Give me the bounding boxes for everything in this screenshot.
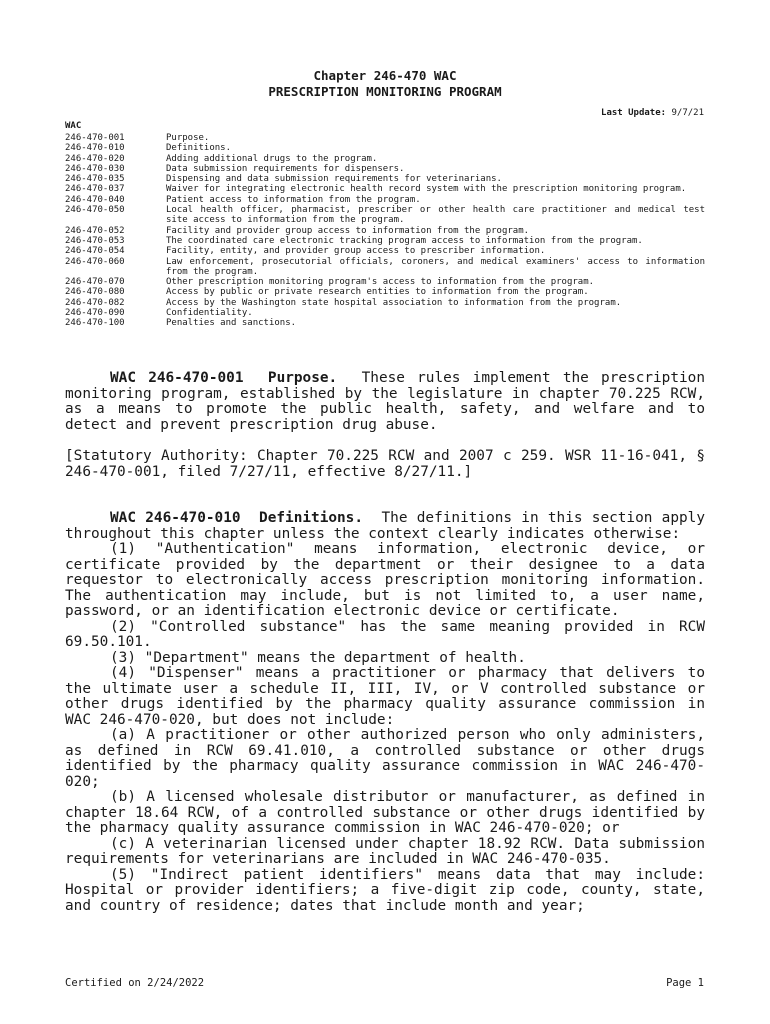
toc-row [65,133,705,143]
toc-row [65,298,705,308]
toc-section-number: 246-470-037 [65,184,125,195]
toc-row [65,143,705,153]
toc-section-number: 246-470-060 [65,256,125,267]
definition-paragraph: (c) A veterinarian licensed under chapter 18.92 RCW. Data submission requirements for veterinarians are included in WAC 246-470-035. [65,835,705,867]
definition-paragraph: (5) "Indirect patient identifiers" means data that may include: Hospital or provider identifiers; a five-digit zip code, county, state, and country of residence; dates that include month and year; [65,866,705,914]
toc-section-number: 246-470-090 [65,308,125,319]
toc-section-number: 246-470-050 [65,205,125,216]
definition-paragraph: (4) "Dispenser" means a practitioner or pharmacy that delivers to the ultimate user a schedule II, III, IV, or V controlled substance or other drugs identified by the pharmacy quality assurance commission in WAC 246-470-020, but does not include: [65,665,705,728]
toc-section-title: Adding additional drugs to the program. [166,153,378,164]
toc-section-title: Purpose. [166,133,210,143]
toc-row [65,287,705,297]
last-update [601,108,704,118]
toc-row [65,308,705,318]
page-number: Page 1 [666,977,704,989]
toc-section-number: 246-470-082 [65,297,125,308]
toc-section-title: Waiver for integrating electronic health record system with the prescription monitoring program. [166,184,687,195]
toc-section-number: 246-470-053 [65,235,125,246]
toc-row [65,236,705,246]
section-heading: WAC 246-470-010 [110,510,241,526]
section-title: Purpose. [267,370,338,386]
toc-row [65,195,705,205]
toc-row [65,277,705,287]
toc-section-title: Data submission requirements for dispensers. [166,163,405,174]
toc-section-title: Facility, entity, and provider group access to prescriber information. [166,246,546,257]
toc-section-number: 246-470-010 [65,143,125,154]
toc-row [65,184,705,194]
table-of-contents [65,133,705,329]
toc-section-number: 246-470-035 [65,174,125,185]
last-update-value: 9/7/21 [671,108,704,118]
toc-section-title: The coordinated care electronic tracking program access to information from the program. [166,235,643,246]
section-246-470-001 [65,371,705,433]
toc-section-title: Other prescription monitoring program's access to information from the program. [166,277,595,288]
toc-section-number: 246-470-100 [65,318,125,329]
toc-row [65,174,705,184]
toc-row [65,257,705,278]
definition-paragraph: (a) A practitioner or other authorized person who only administers, as defined in RCW 69.41.010, a controlled substance or other drugs identified by the pharmacy quality assurance commission in WAC 246-470-020; [65,727,705,790]
toc-section-number: 246-470-070 [65,277,125,288]
section-title: Definitions. [259,510,364,526]
toc-section-title: Patient access to information from the program. [166,194,421,205]
toc-row [65,154,705,164]
toc-section-title: Law enforcement, prosecutorial officials, coroners, and medical examiners' access to information from the program. [166,256,705,277]
toc-section-title: Facility and provider group access to information from the program. [166,225,530,236]
section-intro: The definitions in this section apply throughout this chapter unless the context clearly indicates otherwise: [65,510,705,542]
section-purpose-paragraph [65,371,705,433]
section-body: These rules implement the prescription monitoring program, established by the legislature in chapter 70.225 RCW, as a means to promote the public health, safety, and welfare and to detect and prevent prescription drug abuse. [65,370,705,433]
statutory-authority [65,449,705,480]
statutory-authority-text: [Statutory Authority: Chapter 70.225 RCW and 2007 c 259. WSR 11-16-041, § 246-470-001, filed 7/27/11, effective 8/27/11.] [65,448,705,480]
toc-section-number: 246-470-054 [65,246,125,257]
toc-row [65,318,705,328]
toc-section-number: 246-470-080 [65,287,125,298]
section-definitions-intro [65,511,705,542]
toc-section-number: 246-470-052 [65,225,125,236]
toc-section-number: 246-470-040 [65,194,125,205]
toc-section-number: 246-470-030 [65,163,125,174]
toc-section-title: Definitions. [166,143,232,154]
definition-paragraph: (b) A licensed wholesale distributor or manufacturer, as defined in chapter 18.64 RCW, of a controlled substance or other drugs identified by the pharmacy quality assurance commission in WAC 246-470-020; or [65,789,705,836]
definition-paragraph: (3) "Department" means the department of health. [110,649,526,666]
toc-row [65,246,705,256]
program-title: PRESCRIPTION MONITORING PROGRAM [268,84,502,99]
toc-section-number: 246-470-020 [65,153,125,164]
toc-section-title: Access by public or private research entities to information from the program. [166,287,589,298]
toc-row [65,205,705,226]
toc-section-number: 246-470-001 [65,133,125,143]
toc-section-title: Dispensing and data submission requirements for veterinarians. [166,174,502,185]
toc-section-title: Penalties and sanctions. [166,318,297,329]
certified-date: Certified on 2/24/2022 [65,977,205,989]
last-update-label: Last Update: [601,108,667,118]
section-246-470-010 [65,511,705,914]
chapter-title: Chapter 246-470 WAC [313,68,457,83]
definition-paragraph: (1) "Authentication" means information, electronic device, or certificate provided by the department or their designee to a data requestor to electronically access prescription monitoring information. The authentication may include, but is not limited to, a user name, password, or an identification electronic device or certificate. [65,541,705,619]
toc-section-title: Confidentiality. [166,308,253,319]
section-heading: WAC 246-470-001 [110,370,244,386]
toc-section-title: Access by the Washington state hospital association to information from the program. [166,297,622,308]
toc-heading: WAC [65,121,82,131]
toc-row [65,226,705,236]
definition-paragraph: (2) "Controlled substance" has the same meaning provided in RCW 69.50.101. [65,618,705,650]
toc-row [65,164,705,174]
toc-section-title: Local health officer, pharmacist, prescriber or other health care practitioner and medical test site access to information from the program. [166,205,705,226]
